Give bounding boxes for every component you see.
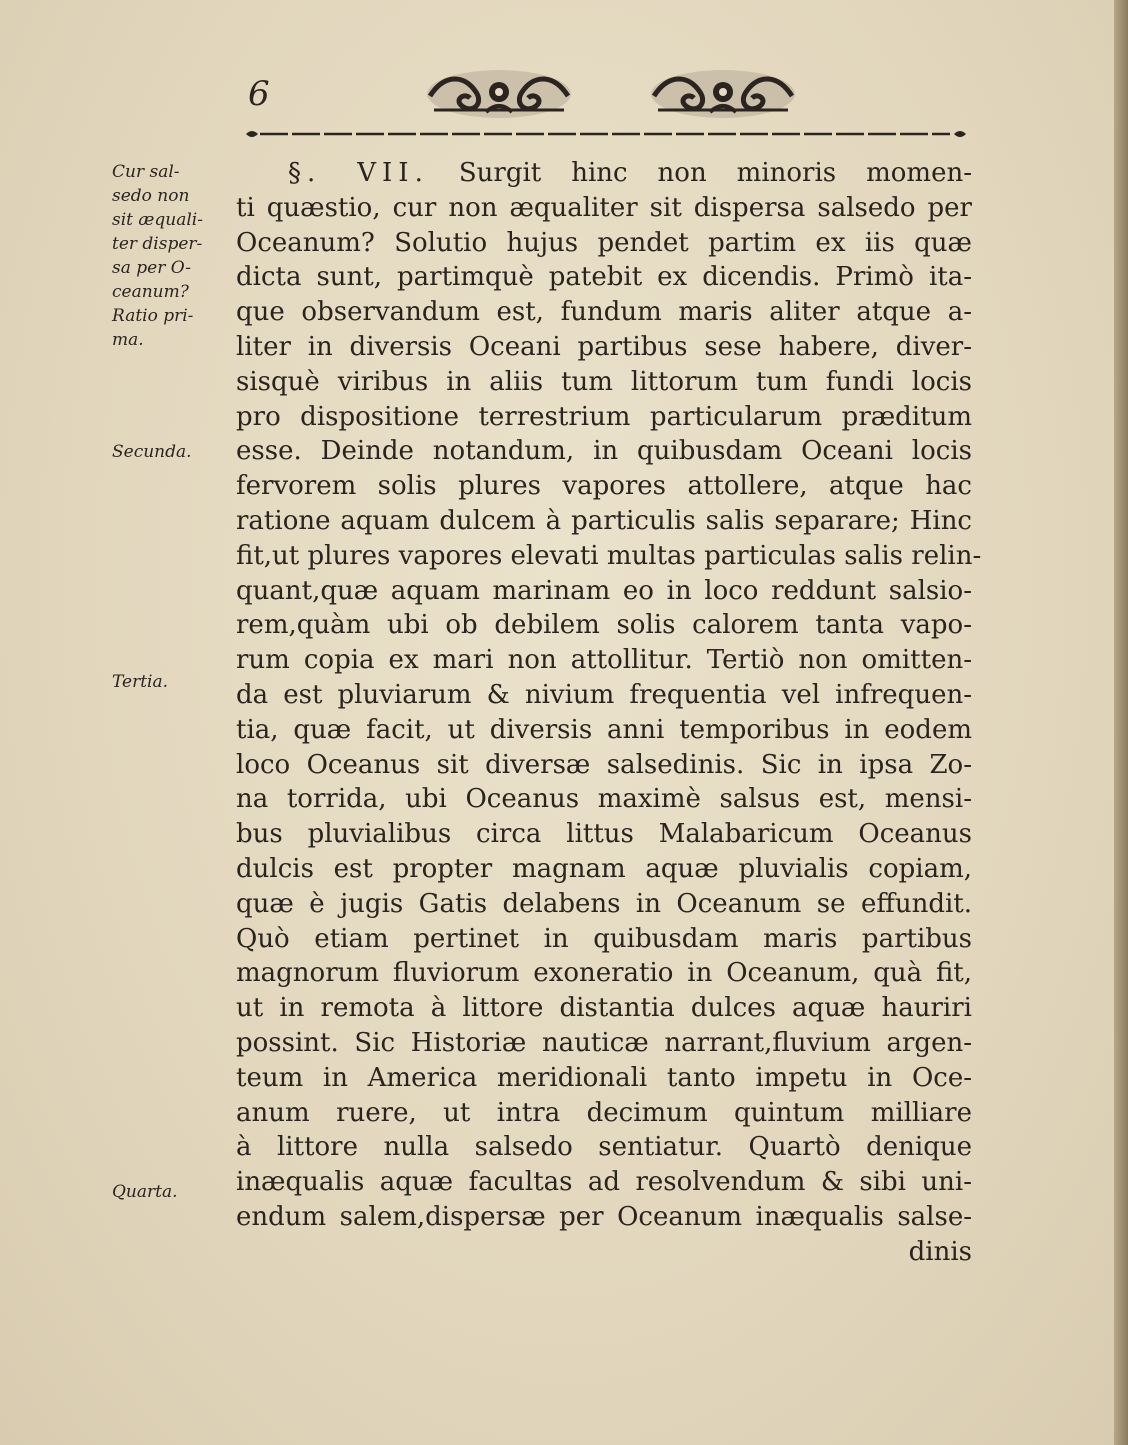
header-rule [244, 128, 968, 140]
text-line: ratione aquam dulcem à particulis salis separare; Hinc [236, 505, 972, 536]
text-line: rem,quàm ubi ob debilem solis calorem tanta vapo- [236, 610, 972, 641]
headpiece-ornament-right [648, 66, 798, 122]
text-line: sisquè viribus in aliis tum littorum tum fundi locis [236, 366, 972, 397]
text-line: ti quæstio, cur non æqualiter sit dispersa salsedo per [236, 192, 972, 223]
text-line: dulcis est propter magnam aquæ pluvialis copiam, [236, 853, 972, 884]
margin-note-secunda: Secunda. [112, 442, 192, 462]
text-line: anum ruere, ut intra decimum quintum milliare [236, 1097, 972, 1128]
margin-note-tertia: Tertia. [112, 672, 169, 692]
text-line: ut in remota à littore distantia dulces aquæ hauriri [236, 993, 972, 1024]
text-line: à littore nulla salsedo sentiatur. Quartò denique [236, 1132, 972, 1163]
text-line: possint. Sic Historiæ nauticæ narrant,fluvium argen- [236, 1027, 972, 1058]
text-line: da est pluviarum & nivium frequentia vel infrequen- [236, 679, 972, 710]
text-line: quæ è jugis Gatis delabens in Oceanum se effundit. [236, 888, 972, 919]
text-line: endum salem,dispersæ per Oceanum inæqualis salse- [236, 1201, 972, 1232]
margin-note-question: Cur sal- sedo non sit æquali- ter disper- sa per O- ceanum? Ratio pri- ma. [112, 162, 203, 350]
text-line: rum copia ex mari non attollitur. Tertiò non omitten- [236, 645, 972, 676]
text-line: tia, quæ facit, ut diversis anni temporibus in eodem [236, 714, 972, 745]
text-line: bus pluvialibus circa littus Malabaricum Oceanus [236, 819, 972, 850]
catchword: dinis [908, 1236, 972, 1267]
text-line: quant,quæ aquam marinam eo in loco reddunt salsio- [236, 575, 972, 606]
text-line: liter in diversis Oceani partibus sese habere, diver- [236, 331, 972, 362]
text-line: inæqualis aquæ facultas ad resolvendum & sibi uni- [236, 1167, 972, 1198]
section-mark: §. VII. [288, 158, 429, 188]
text-line: Oceanum? Solutio hujus pendet partim ex iis quæ [236, 227, 972, 258]
text-line: esse. Deinde notandum, in quibusdam Oceani locis [236, 436, 972, 467]
margin-note-quarta: Quarta. [112, 1182, 178, 1202]
body-text [236, 156, 982, 1270]
text-line: que observandum est, fundum maris aliter atque a- [236, 297, 972, 328]
text-line: §. VII. Surgit hinc non minoris momen- [288, 158, 972, 188]
text-line: Quò etiam pertinet in quibusdam maris partibus [236, 923, 972, 954]
text-line: magnorum fluviorum exoneratio in Oceanum, quà fit, [236, 958, 972, 989]
page-edge-shadow [1114, 0, 1128, 1445]
text-line: fit,ut plures vapores elevati multas particulas salis relin- [236, 540, 982, 571]
page-number: 6 [248, 74, 270, 114]
text-line: fervorem solis plures vapores attollere, atque hac [236, 471, 972, 502]
headpiece-ornament-left [424, 66, 574, 122]
text-line: teum in America meridionali tanto impetu in Oce- [236, 1062, 972, 1093]
text-line: loco Oceanus sit diversæ salsedinis. Sic in ipsa Zo- [236, 749, 972, 780]
text-line: dicta sunt, partimquè patebit ex dicendis. Primò ita- [236, 262, 972, 293]
text-line: pro dispositione terrestrium particularum præditum [236, 401, 972, 432]
text-line: na torrida, ubi Oceanus maximè salsus est, mensi- [236, 784, 972, 815]
